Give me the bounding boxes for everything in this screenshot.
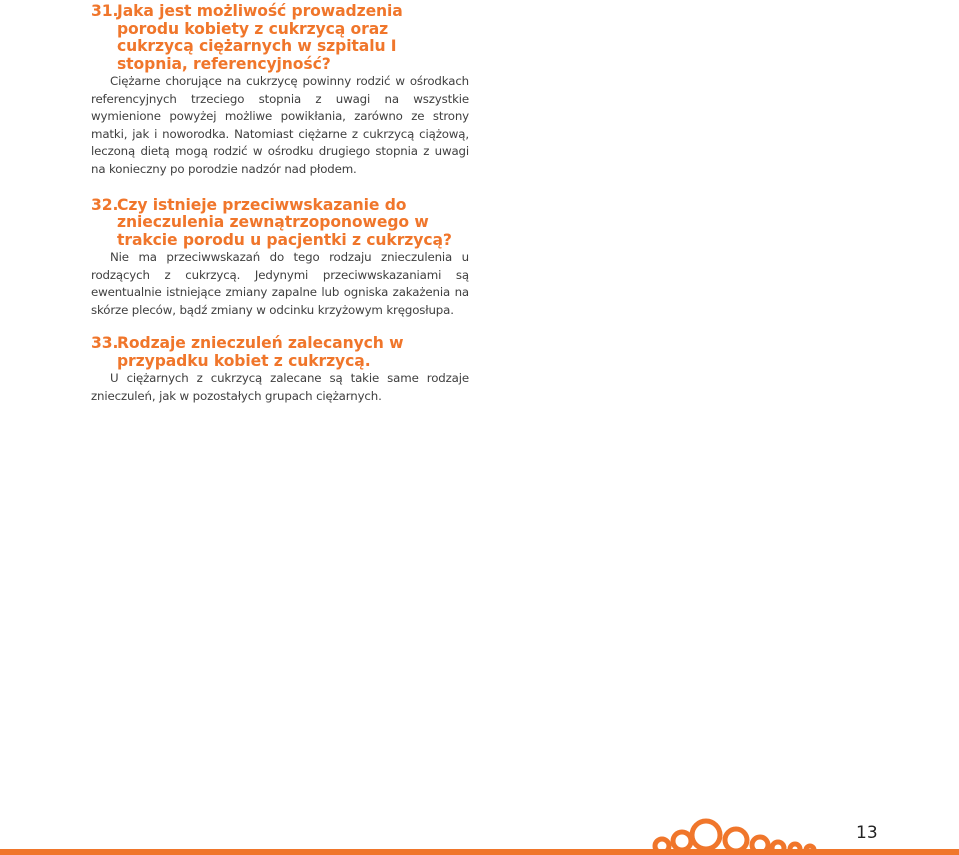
question-title — [91, 335, 469, 370]
question-title-text: Rodzaje znieczuleń zalecanych w przypadku kobiet z cukrzycą. — [117, 334, 404, 370]
question-title — [91, 3, 469, 73]
answer-text: Nie ma przeciwwskazań do tego rodzaju znieczulenia u rodzących z cukrzycą. Jedynymi przeciwwskazaniami są ewentualnie istniejące zmiany zapalne lub ogniska zakażenia na skórze pleców, bądź zmiany w odcinku krzyżowym kręgosłupa. — [91, 250, 469, 317]
question-32 — [91, 197, 469, 320]
question-title-text: Jaka jest możliwość prowadzenia porodu kobiety z cukrzycą oraz cukrzycą ciężarnych w szpitalu I stopnia, referencyjność? — [117, 2, 403, 73]
question-title — [91, 197, 469, 250]
question-title-text: Czy istnieje przeciwwskazanie do znieczulenia zewnątrzoponowego w trakcie porodu u pacjentki z cukrzycą? — [117, 195, 452, 249]
answer-text: U ciężarnych z cukrzycą zalecane są takie same rodzaje znieczuleń, jak w pozostałych grupach ciężarnych. — [91, 371, 469, 404]
content-column — [91, 3, 469, 406]
question-31 — [91, 3, 469, 179]
question-number: 32. — [91, 195, 119, 214]
answer-text: Ciężarne chorujące na cukrzycę powinny rodzić w ośrodkach referencyjnych trzeciego stopnia z uwagi na wszystkie wymienione powyżej możliwe powikłania, zarówno ze strony matki, jak i noworodka. Natomiast ciężarne z cukrzycą ciążową, leczoną dietą mogą rodzić w ośrodku drugiego stopnia z uwagi na konieczny po porodzie nadzór nad płodem. — [91, 74, 469, 176]
footer-accent-bar — [0, 849, 959, 855]
page-number: 13 — [856, 823, 878, 843]
question-number: 33. — [91, 334, 119, 353]
question-number: 31. — [91, 2, 119, 20]
question-33 — [91, 335, 469, 405]
